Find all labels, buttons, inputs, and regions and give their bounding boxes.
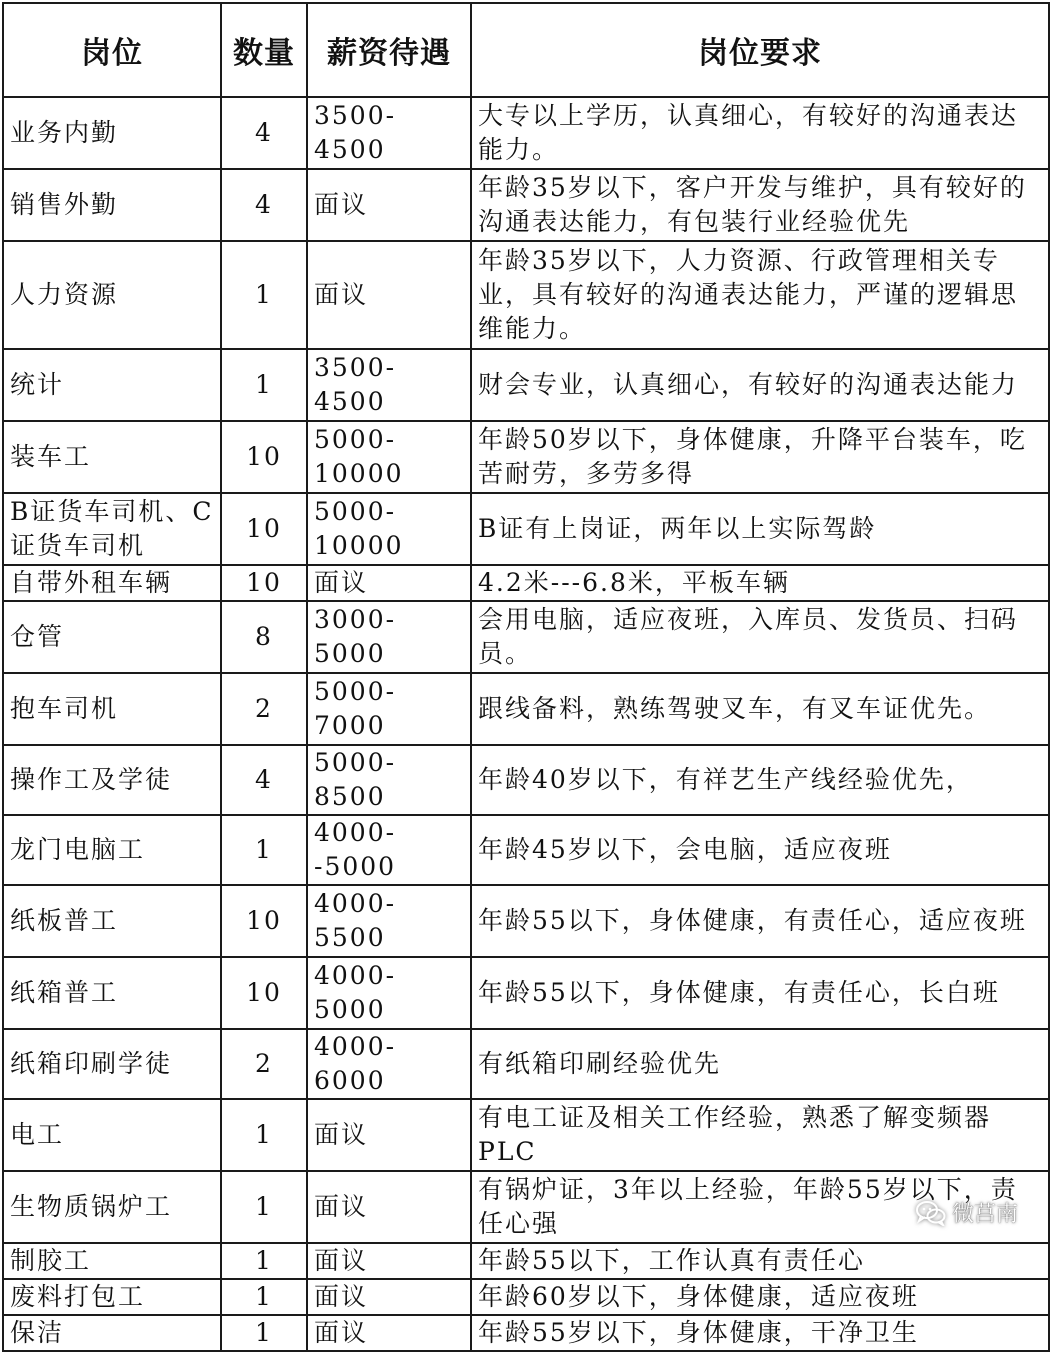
table-row bbox=[3, 493, 1049, 565]
cell-salary: 面议 bbox=[307, 1243, 471, 1279]
cell-position: 制胶工 bbox=[3, 1243, 221, 1279]
cell-quantity: 1 bbox=[221, 241, 307, 349]
cell-requirements: 有纸箱印刷经验优先 bbox=[471, 1029, 1049, 1099]
cell-quantity: 4 bbox=[221, 745, 307, 815]
header-position: 岗位 bbox=[3, 3, 221, 97]
cell-salary: 3500-4500 bbox=[307, 97, 471, 169]
watermark-text: 微莒南 bbox=[951, 1202, 1018, 1227]
table-row bbox=[3, 885, 1049, 957]
table-row bbox=[3, 1279, 1049, 1315]
cell-position: 生物质锅炉工 bbox=[3, 1171, 221, 1243]
table-row bbox=[3, 1315, 1049, 1351]
cell-quantity: 2 bbox=[221, 673, 307, 745]
cell-position: 纸箱印刷学徒 bbox=[3, 1029, 221, 1099]
cell-requirements: 年龄55以下，身体健康，有责任心，适应夜班 bbox=[471, 885, 1049, 957]
cell-requirements: 年龄60岁以下，身体健康，适应夜班 bbox=[471, 1279, 1049, 1315]
cell-requirements: 会用电脑，适应夜班，入库员、发货员、扫码员。 bbox=[471, 601, 1049, 673]
cell-salary: 3000-5000 bbox=[307, 601, 471, 673]
cell-position: 保洁 bbox=[3, 1315, 221, 1351]
cell-position: 人力资源 bbox=[3, 241, 221, 349]
cell-requirements: 4.2米---6.8米，平板车辆 bbox=[471, 565, 1049, 601]
table-row bbox=[3, 565, 1049, 601]
cell-requirements: 大专以上学历，认真细心，有较好的沟通表达能力。 bbox=[471, 97, 1049, 169]
cell-quantity: 10 bbox=[221, 885, 307, 957]
header-quantity: 数量 bbox=[221, 3, 307, 97]
cell-quantity: 8 bbox=[221, 601, 307, 673]
wechat-icon bbox=[916, 1200, 946, 1226]
cell-requirements: 有锅炉证，3年以上经验，年龄55岁以下，责任心强 bbox=[471, 1171, 1049, 1243]
job-table bbox=[2, 2, 1050, 1352]
cell-requirements: 年龄40岁以下，有祥艺生产线经验优先， bbox=[471, 745, 1049, 815]
cell-salary: 面议 bbox=[307, 1171, 471, 1243]
cell-salary: 4000-5000 bbox=[307, 957, 471, 1029]
cell-salary: 4000-5500 bbox=[307, 885, 471, 957]
cell-requirements: 年龄50岁以下，身体健康，升降平台装车，吃苦耐劳，多劳多得 bbox=[471, 421, 1049, 493]
cell-salary: 5000-7000 bbox=[307, 673, 471, 745]
cell-requirements: 有电工证及相关工作经验，熟悉了解变频器PLC bbox=[471, 1099, 1049, 1171]
cell-quantity: 4 bbox=[221, 97, 307, 169]
cell-quantity: 1 bbox=[221, 1279, 307, 1315]
cell-salary: 面议 bbox=[307, 1315, 471, 1351]
cell-salary: 面议 bbox=[307, 169, 471, 241]
table-row bbox=[3, 673, 1049, 745]
header-salary: 薪资待遇 bbox=[307, 3, 471, 97]
table-row bbox=[3, 241, 1049, 349]
cell-position: 操作工及学徒 bbox=[3, 745, 221, 815]
cell-salary: 4000--5000 bbox=[307, 815, 471, 885]
cell-salary: 面议 bbox=[307, 565, 471, 601]
cell-quantity: 10 bbox=[221, 421, 307, 493]
table-row bbox=[3, 1243, 1049, 1279]
cell-requirements: 年龄55以下，工作认真有责任心 bbox=[471, 1243, 1049, 1279]
cell-quantity: 2 bbox=[221, 1029, 307, 1099]
cell-salary: 面议 bbox=[307, 241, 471, 349]
cell-position: 抱车司机 bbox=[3, 673, 221, 745]
table-row bbox=[3, 745, 1049, 815]
cell-position: 业务内勤 bbox=[3, 97, 221, 169]
cell-salary: 5000-8500 bbox=[307, 745, 471, 815]
cell-requirements: 年龄35岁以下，客户开发与维护，具有较好的沟通表达能力，有包装行业经验优先 bbox=[471, 169, 1049, 241]
table-row bbox=[3, 601, 1049, 673]
table-row bbox=[3, 957, 1049, 1029]
cell-requirements: 年龄55以下，身体健康，有责任心，长白班 bbox=[471, 957, 1049, 1029]
cell-position: 纸板普工 bbox=[3, 885, 221, 957]
cell-requirements: 财会专业，认真细心，有较好的沟通表达能力 bbox=[471, 349, 1049, 421]
cell-requirements: 跟线备料，熟练驾驶叉车，有叉车证优先。 bbox=[471, 673, 1049, 745]
cell-salary: 5000-10000 bbox=[307, 493, 471, 565]
table-row bbox=[3, 349, 1049, 421]
cell-quantity: 10 bbox=[221, 565, 307, 601]
cell-requirements: B证有上岗证，两年以上实际驾龄 bbox=[471, 493, 1049, 565]
cell-salary: 4000-6000 bbox=[307, 1029, 471, 1099]
cell-position: 废料打包工 bbox=[3, 1279, 221, 1315]
table-row bbox=[3, 1099, 1049, 1171]
cell-position: 装车工 bbox=[3, 421, 221, 493]
table-row bbox=[3, 97, 1049, 169]
cell-quantity: 1 bbox=[221, 1099, 307, 1171]
cell-position: 自带外租车辆 bbox=[3, 565, 221, 601]
cell-quantity: 4 bbox=[221, 169, 307, 241]
cell-position: 龙门电脑工 bbox=[3, 815, 221, 885]
cell-position: 统计 bbox=[3, 349, 221, 421]
cell-quantity: 1 bbox=[221, 349, 307, 421]
cell-quantity: 1 bbox=[221, 1243, 307, 1279]
header-row bbox=[3, 3, 1049, 97]
cell-position: 销售外勤 bbox=[3, 169, 221, 241]
table-row bbox=[3, 169, 1049, 241]
cell-quantity: 10 bbox=[221, 957, 307, 1029]
watermark bbox=[916, 1197, 1018, 1228]
cell-quantity: 1 bbox=[221, 1315, 307, 1351]
cell-position: 纸箱普工 bbox=[3, 957, 221, 1029]
table-row bbox=[3, 421, 1049, 493]
table-row bbox=[3, 1171, 1049, 1243]
cell-position: 仓管 bbox=[3, 601, 221, 673]
table-row bbox=[3, 815, 1049, 885]
header-requirements: 岗位要求 bbox=[471, 3, 1049, 97]
cell-quantity: 1 bbox=[221, 1171, 307, 1243]
cell-salary: 5000-10000 bbox=[307, 421, 471, 493]
cell-position: B证货车司机、C证货车司机 bbox=[3, 493, 221, 565]
cell-salary: 面议 bbox=[307, 1279, 471, 1315]
cell-requirements: 年龄45岁以下，会电脑，适应夜班 bbox=[471, 815, 1049, 885]
table-row bbox=[3, 1029, 1049, 1099]
cell-quantity: 1 bbox=[221, 815, 307, 885]
cell-requirements: 年龄35岁以下，人力资源、行政管理相关专业，具有较好的沟通表达能力，严谨的逻辑思维能力。 bbox=[471, 241, 1049, 349]
cell-position: 电工 bbox=[3, 1099, 221, 1171]
cell-requirements: 年龄55岁以下，身体健康，干净卫生 bbox=[471, 1315, 1049, 1351]
cell-salary: 面议 bbox=[307, 1099, 471, 1171]
cell-salary: 3500-4500 bbox=[307, 349, 471, 421]
cell-quantity: 10 bbox=[221, 493, 307, 565]
job-rows bbox=[3, 97, 1049, 1351]
